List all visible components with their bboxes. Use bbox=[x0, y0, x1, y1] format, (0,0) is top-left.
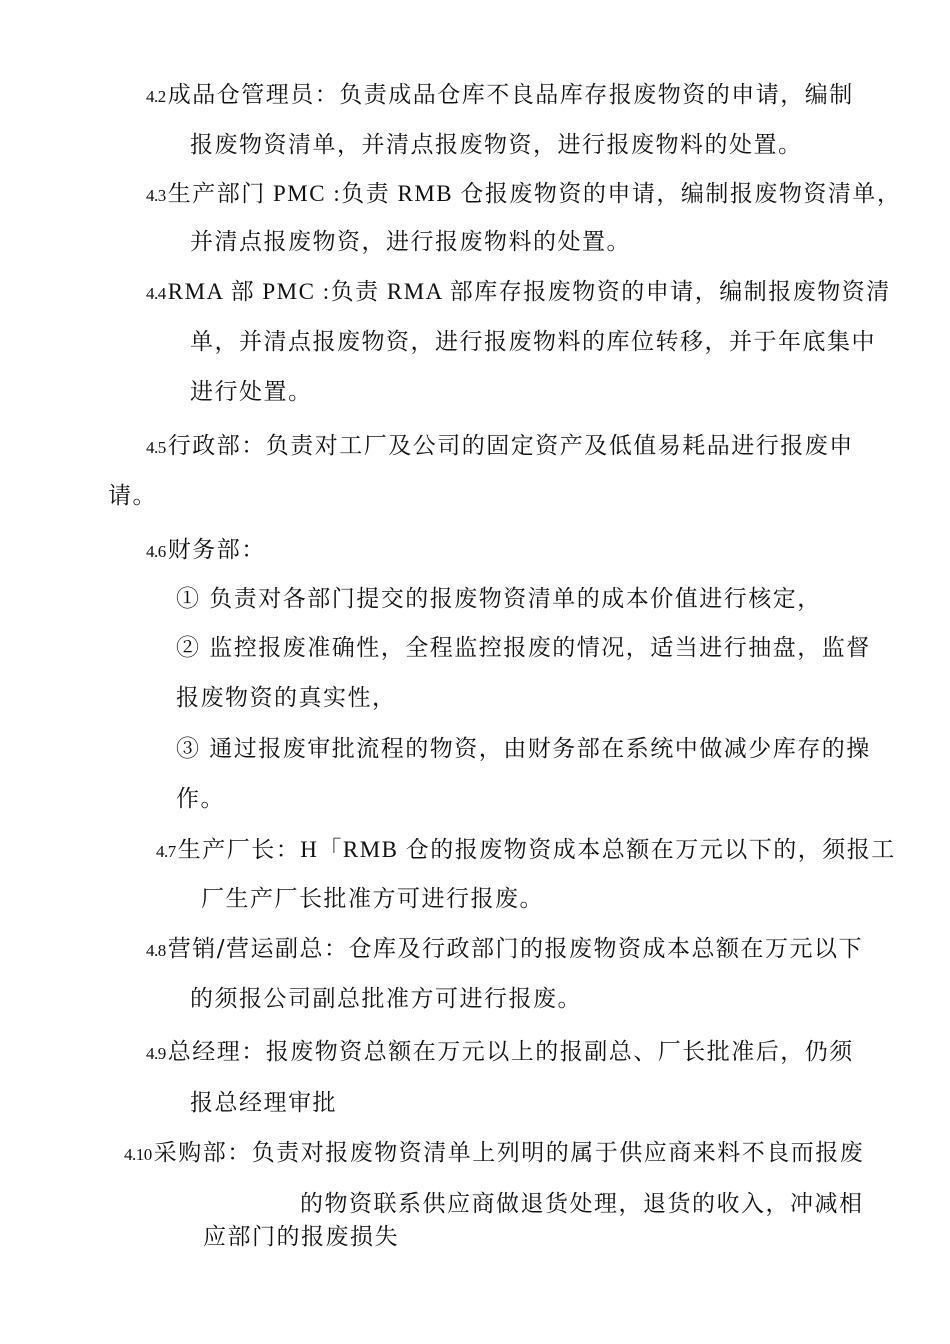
section-4-7-line-2: 厂生产厂长批准方可进行报废。 bbox=[201, 886, 544, 912]
section-4-7-line-1 bbox=[156, 835, 896, 867]
section-4-3-line-2: 并清点报废物资，进行报废物料的处置。 bbox=[190, 229, 631, 255]
section-text: 采购部：负责对报废物资清单上列明的属于供应商来料不良而报废 bbox=[153, 1140, 865, 1166]
section-4-5-line-1 bbox=[146, 431, 854, 463]
section-4-3-line-1 bbox=[146, 179, 901, 211]
section-text: 生产厂长：H「RMB 仓的报废物资成本总额在万元以下的，须报工 bbox=[177, 837, 896, 862]
section-4-6-point-2-line-2: 报废物资的真实性， bbox=[176, 685, 397, 711]
section-number: 4.3 bbox=[146, 186, 166, 205]
section-number: 4.4 bbox=[146, 284, 166, 303]
section-text: 行政部：负责对工厂及公司的固定资产及低值易耗品进行报废申 bbox=[167, 433, 854, 459]
section-4-2-line-1 bbox=[146, 80, 854, 112]
section-4-6-point-2-line-1: ② 监控报废准确性，全程监控报废的情况，适当进行抽盘，监督 bbox=[176, 635, 871, 661]
section-text: 成品仓管理员：负责成品仓库不良品库存报废物资的申请，编制 bbox=[167, 82, 854, 108]
section-4-6-point-3-line-1: ③ 通过报废审批流程的物资，由财务部在系统中做减少库存的操 bbox=[176, 736, 871, 762]
section-text: 总经理：报废物资总额在万元以上的报副总、厂长批准后，仍须 bbox=[167, 1039, 854, 1065]
section-number: 4.8 bbox=[146, 941, 166, 960]
section-text: 财务部： bbox=[167, 537, 266, 563]
section-4-8-line-2: 的须报公司副总批准方可进行报废。 bbox=[190, 986, 582, 1012]
section-number: 4.7 bbox=[156, 842, 176, 861]
section-number: 4.10 bbox=[124, 1145, 152, 1164]
section-4-6-point-3-line-2: 作。 bbox=[176, 786, 225, 812]
section-4-2-line-2: 报废物资清单，并清点报废物资，进行报废物料的处置。 bbox=[190, 132, 803, 158]
section-4-10-line-1 bbox=[124, 1138, 864, 1170]
section-number: 4.9 bbox=[146, 1044, 166, 1063]
section-4-5-line-2: 请。 bbox=[108, 483, 157, 509]
section-number: 4.5 bbox=[146, 438, 166, 457]
section-4-9-line-1 bbox=[146, 1037, 854, 1069]
section-4-6-heading bbox=[146, 535, 266, 567]
section-text: RMA 部 PMC :负责 RMA 部库存报废物资的申请，编制报废物资清 bbox=[167, 279, 891, 304]
section-text: 生产部门 PMC :负责 RMB 仓报废物资的申请，编制报废物资清单， bbox=[167, 181, 902, 206]
section-4-4-line-2: 单，并清点报废物资，进行报废物料的库位转移，并于年底集中 bbox=[190, 329, 876, 355]
section-number: 4.6 bbox=[146, 542, 166, 561]
section-4-10-line-2: 的物资联系供应商做退货处理，退货的收入，冲减相 bbox=[300, 1191, 864, 1217]
section-4-8-line-1 bbox=[146, 934, 863, 966]
section-4-4-line-3: 进行处置。 bbox=[190, 379, 313, 405]
section-text: 营销/营运副总：仓库及行政部门的报废物资成本总额在万元以下 bbox=[167, 936, 863, 962]
section-4-4-line-1 bbox=[146, 277, 891, 309]
section-number: 4.2 bbox=[146, 87, 166, 106]
section-4-10-line-3: 应部门的报废损失 bbox=[203, 1224, 399, 1250]
section-4-9-line-2: 报总经理审批 bbox=[190, 1090, 337, 1116]
section-4-6-point-1: ① 负责对各部门提交的报废物资清单的成本价值进行核定， bbox=[176, 586, 822, 612]
